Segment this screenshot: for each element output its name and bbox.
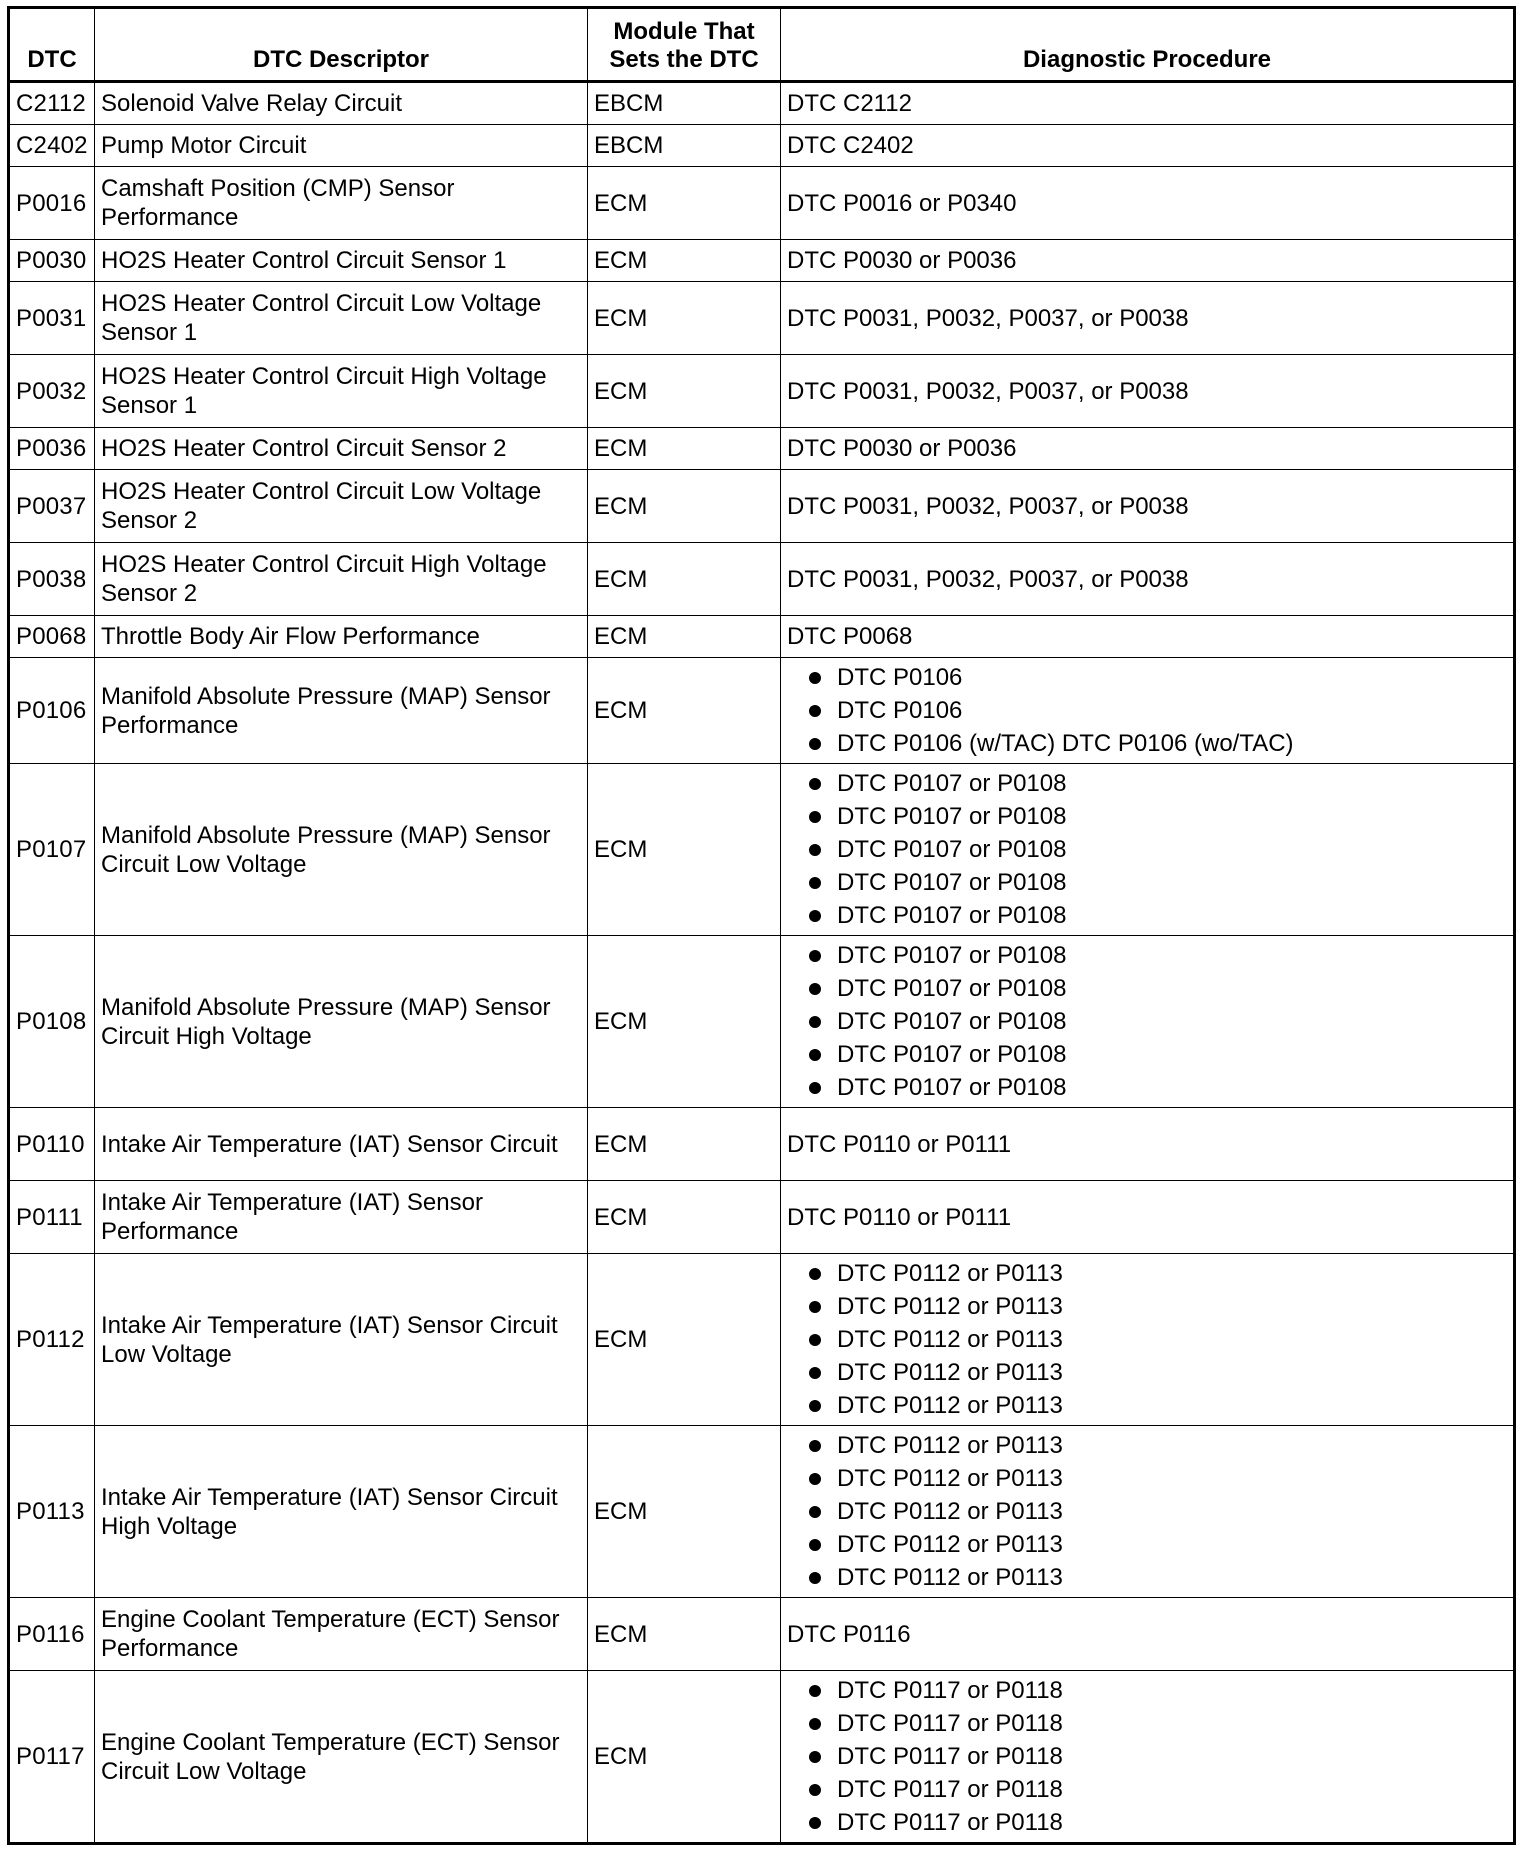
dtc-descriptor-cell: HO2S Heater Control Circuit Low Voltage Sensor 1 xyxy=(95,282,588,355)
procedure-link[interactable]: DTC P0112 or P0113 xyxy=(787,1561,1507,1594)
dtc-code-cell: P0068 xyxy=(9,616,95,658)
table-row xyxy=(9,1108,1515,1181)
module-cell: ECM xyxy=(588,1254,781,1426)
table-body xyxy=(9,82,1515,1844)
table-row xyxy=(9,764,1515,936)
dtc-descriptor-cell: Manifold Absolute Pressure (MAP) Sensor Performance xyxy=(95,658,588,764)
table-header xyxy=(9,8,1515,82)
dtc-descriptor-cell: Solenoid Valve Relay Circuit xyxy=(95,82,588,125)
procedure-link[interactable]: DTC P0112 or P0113 xyxy=(787,1429,1507,1462)
procedure-link[interactable]: DTC P0107 or P0108 xyxy=(787,1005,1507,1038)
procedure-link[interactable]: DTC C2112 xyxy=(787,90,912,117)
module-cell: ECM xyxy=(588,1671,781,1844)
diagnostic-procedure-cell xyxy=(781,125,1515,167)
diagnostic-procedure-cell xyxy=(781,543,1515,616)
module-cell: ECM xyxy=(588,658,781,764)
diagnostic-procedure-cell xyxy=(781,936,1515,1108)
module-cell: ECM xyxy=(588,1181,781,1254)
table-row xyxy=(9,428,1515,470)
procedure-link[interactable]: DTC P0106 xyxy=(787,694,1507,727)
table-row xyxy=(9,125,1515,167)
procedure-link[interactable]: DTC P0110 or P0111 xyxy=(787,1130,1012,1158)
dtc-code-cell: P0038 xyxy=(9,543,95,616)
diagnostic-procedure-cell xyxy=(781,1108,1515,1181)
diagnostic-procedure-cell xyxy=(781,240,1515,282)
dtc-code-cell: P0111 xyxy=(9,1181,95,1254)
dtc-code-cell: P0112 xyxy=(9,1254,95,1426)
dtc-table-container xyxy=(7,6,1513,1845)
procedure-link[interactable]: DTC P0112 or P0113 xyxy=(787,1389,1507,1422)
table-row xyxy=(9,1671,1515,1844)
table-row xyxy=(9,82,1515,125)
diagnostic-procedure-cell xyxy=(781,1181,1515,1254)
procedure-link[interactable]: DTC P0112 or P0113 xyxy=(787,1462,1507,1495)
procedure-link[interactable]: DTC P0117 or P0118 xyxy=(787,1806,1507,1839)
procedure-link[interactable]: DTC P0107 or P0108 xyxy=(787,939,1507,972)
diagnostic-procedure-cell xyxy=(781,616,1515,658)
procedure-link[interactable]: DTC P0107 or P0108 xyxy=(787,1071,1507,1104)
header-descriptor: DTC Descriptor xyxy=(95,8,588,82)
procedure-link[interactable]: DTC P0110 or P0111 xyxy=(787,1203,1012,1231)
procedure-link[interactable]: DTC P0107 or P0108 xyxy=(787,767,1507,800)
table-row xyxy=(9,470,1515,543)
dtc-code-cell: P0117 xyxy=(9,1671,95,1844)
module-cell: ECM xyxy=(588,355,781,428)
dtc-descriptor-cell: Intake Air Temperature (IAT) Sensor Circuit High Voltage xyxy=(95,1426,588,1598)
module-cell: ECM xyxy=(588,1598,781,1671)
procedure-link[interactable]: DTC P0106 xyxy=(787,661,1507,694)
procedure-link[interactable]: DTC P0107 or P0108 xyxy=(787,800,1507,833)
diagnostic-procedure-cell xyxy=(781,1598,1515,1671)
procedure-link[interactable]: DTC P0112 or P0113 xyxy=(787,1495,1507,1528)
header-row xyxy=(9,8,1515,82)
procedure-link[interactable]: DTC P0112 or P0113 xyxy=(787,1356,1507,1389)
procedure-link[interactable]: DTC P0112 or P0113 xyxy=(787,1290,1507,1323)
table-row xyxy=(9,543,1515,616)
module-cell: ECM xyxy=(588,282,781,355)
procedure-link[interactable]: DTC P0106 (w/TAC) DTC P0106 (wo/TAC) xyxy=(787,727,1507,760)
dtc-code-cell: C2402 xyxy=(9,125,95,167)
table-row xyxy=(9,1254,1515,1426)
procedure-link[interactable]: DTC P0112 or P0113 xyxy=(787,1257,1507,1290)
dtc-descriptor-cell: Camshaft Position (CMP) Sensor Performance xyxy=(95,167,588,240)
procedure-link[interactable]: DTC P0107 or P0108 xyxy=(787,899,1507,932)
dtc-code-cell: P0106 xyxy=(9,658,95,764)
dtc-descriptor-cell: HO2S Heater Control Circuit Low Voltage Sensor 2 xyxy=(95,470,588,543)
procedure-link[interactable]: DTC P0016 or P0340 xyxy=(787,189,1017,217)
procedure-link[interactable]: DTC P0030 or P0036 xyxy=(787,435,1017,462)
diagnostic-procedure-cell xyxy=(781,167,1515,240)
procedure-link[interactable]: DTC P0068 xyxy=(787,623,913,650)
table-row xyxy=(9,936,1515,1108)
diagnostic-procedure-cell xyxy=(781,470,1515,543)
dtc-code-cell: P0031 xyxy=(9,282,95,355)
dtc-code-cell: P0030 xyxy=(9,240,95,282)
dtc-code-cell: C2112 xyxy=(9,82,95,125)
procedure-link[interactable]: DTC P0117 or P0118 xyxy=(787,1674,1507,1707)
dtc-code-cell: P0116 xyxy=(9,1598,95,1671)
dtc-descriptor-cell: Engine Coolant Temperature (ECT) Sensor Circuit Low Voltage xyxy=(95,1671,588,1844)
table-row xyxy=(9,282,1515,355)
procedure-link[interactable]: DTC P0116 xyxy=(787,1620,911,1648)
dtc-descriptor-cell: HO2S Heater Control Circuit Sensor 2 xyxy=(95,428,588,470)
procedure-link[interactable]: DTC P0112 or P0113 xyxy=(787,1323,1507,1356)
procedure-list xyxy=(787,1674,1507,1839)
module-cell: ECM xyxy=(588,543,781,616)
dtc-code-cell: P0037 xyxy=(9,470,95,543)
module-cell: ECM xyxy=(588,936,781,1108)
procedure-link[interactable]: DTC P0030 or P0036 xyxy=(787,247,1017,274)
diagnostic-procedure-cell xyxy=(781,355,1515,428)
procedure-link[interactable]: DTC P0031, P0032, P0037, or P0038 xyxy=(787,492,1189,520)
dtc-descriptor-cell: Pump Motor Circuit xyxy=(95,125,588,167)
procedure-list xyxy=(787,661,1507,760)
dtc-descriptor-cell: Manifold Absolute Pressure (MAP) Sensor Circuit Low Voltage xyxy=(95,764,588,936)
dtc-code-cell: P0113 xyxy=(9,1426,95,1598)
diagnostic-procedure-cell xyxy=(781,764,1515,936)
procedure-link[interactable]: DTC P0107 or P0108 xyxy=(787,866,1507,899)
procedure-list xyxy=(787,939,1507,1104)
procedure-link[interactable]: DTC P0117 or P0118 xyxy=(787,1773,1507,1806)
procedure-link[interactable]: DTC P0107 or P0108 xyxy=(787,833,1507,866)
procedure-link[interactable]: DTC P0031, P0032, P0037, or P0038 xyxy=(787,377,1189,405)
dtc-descriptor-cell: Throttle Body Air Flow Performance xyxy=(95,616,588,658)
diagnostic-procedure-cell xyxy=(781,82,1515,125)
module-cell: ECM xyxy=(588,167,781,240)
procedure-link[interactable]: DTC C2402 xyxy=(787,132,914,159)
procedure-list xyxy=(787,1257,1507,1422)
dtc-code-cell: P0110 xyxy=(9,1108,95,1181)
module-cell: EBCM xyxy=(588,82,781,125)
table-row xyxy=(9,616,1515,658)
module-cell: ECM xyxy=(588,616,781,658)
module-cell: ECM xyxy=(588,1426,781,1598)
diagnostic-procedure-cell xyxy=(781,1671,1515,1844)
procedure-link[interactable]: DTC P0031, P0032, P0037, or P0038 xyxy=(787,304,1189,332)
dtc-descriptor-cell: HO2S Heater Control Circuit High Voltage Sensor 1 xyxy=(95,355,588,428)
table-row xyxy=(9,167,1515,240)
module-cell: ECM xyxy=(588,764,781,936)
dtc-code-cell: P0036 xyxy=(9,428,95,470)
table-row xyxy=(9,355,1515,428)
module-cell: ECM xyxy=(588,470,781,543)
table-row xyxy=(9,240,1515,282)
dtc-code-cell: P0108 xyxy=(9,936,95,1108)
header-procedure: Diagnostic Procedure xyxy=(781,8,1515,82)
header-dtc: DTC xyxy=(9,8,95,82)
dtc-descriptor-cell: Intake Air Temperature (IAT) Sensor Circuit Low Voltage xyxy=(95,1254,588,1426)
module-cell: ECM xyxy=(588,428,781,470)
procedure-link[interactable]: DTC P0107 or P0108 xyxy=(787,1038,1507,1071)
procedure-link[interactable]: DTC P0112 or P0113 xyxy=(787,1528,1507,1561)
procedure-list xyxy=(787,1429,1507,1594)
module-cell: EBCM xyxy=(588,125,781,167)
dtc-descriptor-cell: Intake Air Temperature (IAT) Sensor Circuit xyxy=(95,1108,588,1181)
dtc-descriptor-cell: HO2S Heater Control Circuit High Voltage Sensor 2 xyxy=(95,543,588,616)
table-row xyxy=(9,1426,1515,1598)
procedure-link[interactable]: DTC P0117 or P0118 xyxy=(787,1740,1507,1773)
procedure-link[interactable]: DTC P0107 or P0108 xyxy=(787,972,1507,1005)
dtc-descriptor-cell: Intake Air Temperature (IAT) Sensor Performance xyxy=(95,1181,588,1254)
dtc-table xyxy=(7,6,1516,1845)
procedure-link[interactable]: DTC P0117 or P0118 xyxy=(787,1707,1507,1740)
dtc-descriptor-cell: Engine Coolant Temperature (ECT) Sensor Performance xyxy=(95,1598,588,1671)
diagnostic-procedure-cell xyxy=(781,1254,1515,1426)
diagnostic-procedure-cell xyxy=(781,282,1515,355)
table-row xyxy=(9,1598,1515,1671)
dtc-code-cell: P0016 xyxy=(9,167,95,240)
header-module: Module That Sets the DTC xyxy=(588,8,781,82)
diagnostic-procedure-cell xyxy=(781,1426,1515,1598)
dtc-code-cell: P0107 xyxy=(9,764,95,936)
dtc-descriptor-cell: Manifold Absolute Pressure (MAP) Sensor Circuit High Voltage xyxy=(95,936,588,1108)
dtc-code-cell: P0032 xyxy=(9,355,95,428)
diagnostic-procedure-cell xyxy=(781,428,1515,470)
table-row xyxy=(9,1181,1515,1254)
table-row xyxy=(9,658,1515,764)
module-cell: ECM xyxy=(588,240,781,282)
diagnostic-procedure-cell xyxy=(781,658,1515,764)
procedure-list xyxy=(787,767,1507,932)
module-cell: ECM xyxy=(588,1108,781,1181)
procedure-link[interactable]: DTC P0031, P0032, P0037, or P0038 xyxy=(787,565,1189,593)
dtc-descriptor-cell: HO2S Heater Control Circuit Sensor 1 xyxy=(95,240,588,282)
